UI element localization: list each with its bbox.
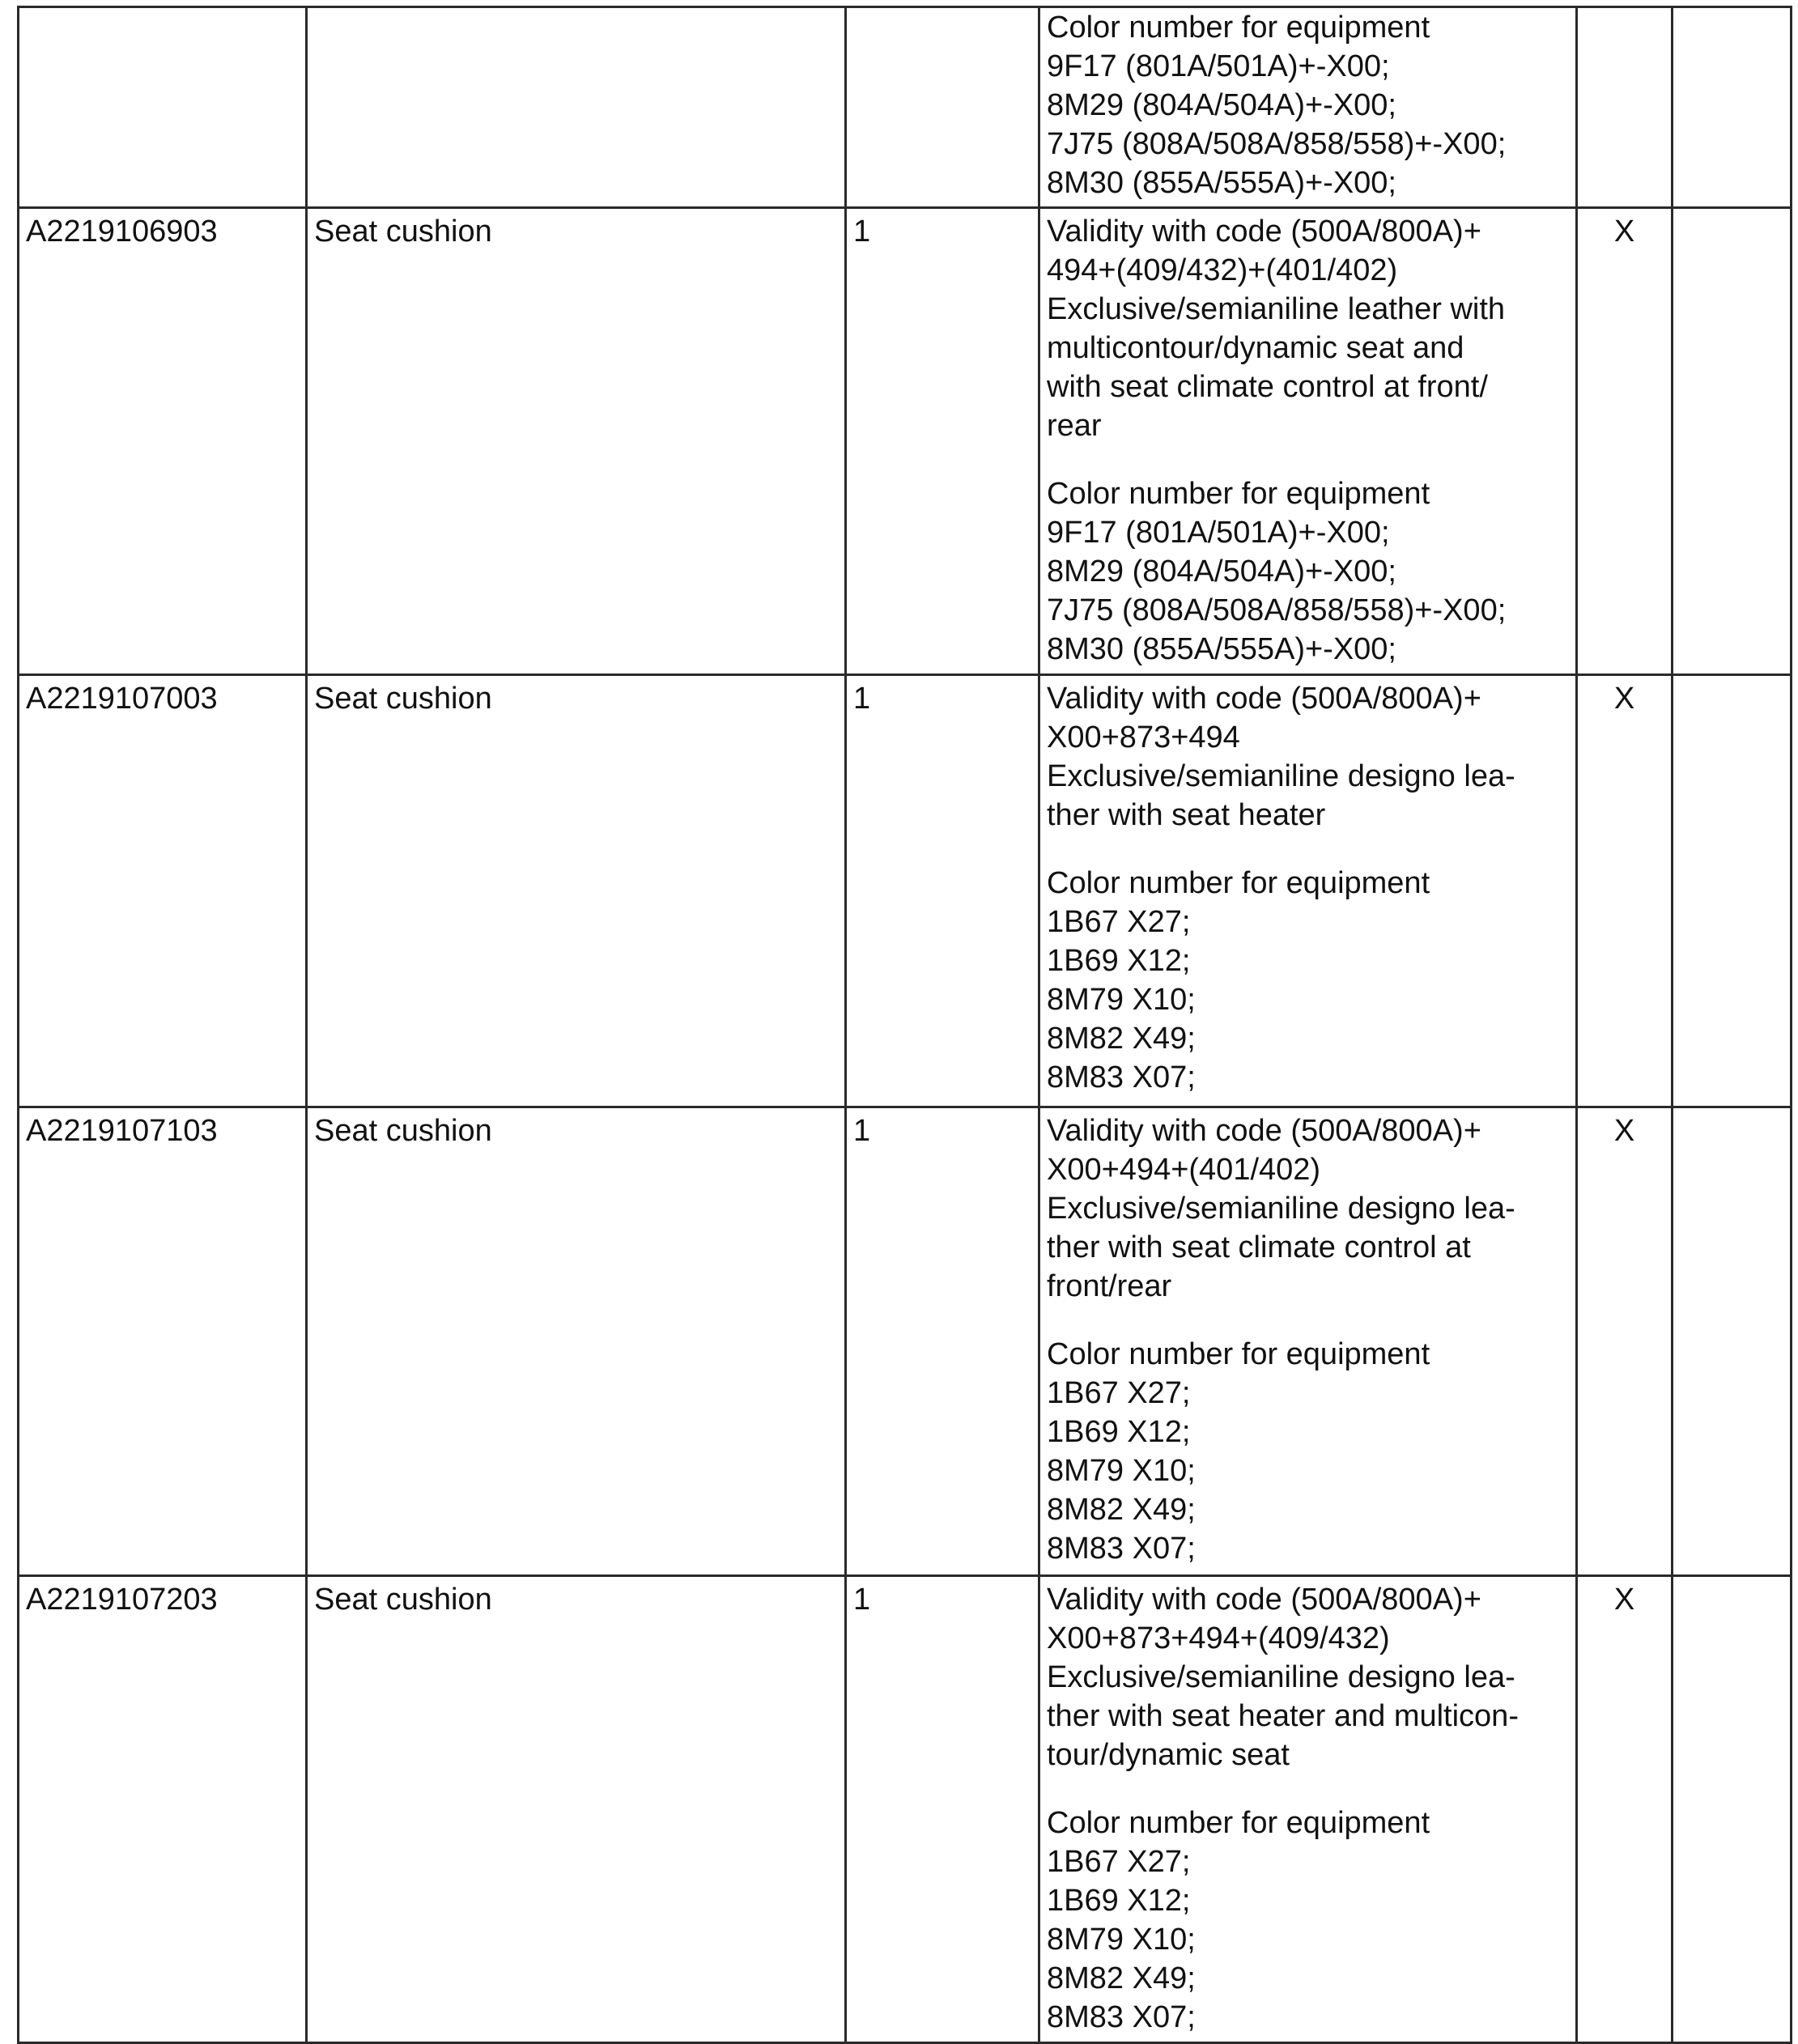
extra-cell: [1673, 7, 1792, 208]
color-entry: 1B69 X12;: [1047, 944, 1191, 978]
notes-cell: [1039, 1576, 1577, 2043]
table-row: [19, 675, 1792, 1107]
equipment-line: rear: [1047, 409, 1102, 443]
part-number-cell: [19, 7, 307, 208]
mark-cell: X: [1577, 208, 1673, 675]
equipment-line: Exclusive/semianiline designo lea-: [1047, 1660, 1515, 1694]
color-heading: Color number for equipment: [1047, 11, 1430, 45]
notes-cell: [1039, 208, 1577, 675]
color-entry: 1B67 X27;: [1047, 905, 1191, 939]
validity-line: Validity with code (500A/800A)+: [1047, 1114, 1481, 1148]
validity-line: Validity with code (500A/800A)+: [1047, 682, 1481, 716]
parts-table: [17, 6, 1792, 2044]
part-number-cell: A2219107103: [19, 1107, 307, 1576]
extra-cell: [1673, 1107, 1792, 1576]
color-entry: 1B67 X27;: [1047, 1376, 1191, 1410]
table-row-continued: [19, 7, 1792, 208]
description-cell: Seat cushion: [307, 1576, 846, 2043]
equipment-line: multicontour/dynamic seat and: [1047, 331, 1464, 365]
mark-cell: X: [1577, 1576, 1673, 2043]
color-entry: 8M79 X10;: [1047, 1454, 1196, 1488]
validity-line: 494+(409/432)+(401/402): [1047, 253, 1398, 287]
part-number-cell: A2219107203: [19, 1576, 307, 2043]
description-cell: [307, 7, 846, 208]
color-entry: 8M83 X07;: [1047, 2000, 1196, 2034]
extra-cell: [1673, 208, 1792, 675]
validity-line: Validity with code (500A/800A)+: [1047, 1583, 1481, 1617]
color-entry: 8M82 X49;: [1047, 1961, 1196, 1995]
part-number-cell: A2219106903: [19, 208, 307, 675]
table-row: [19, 1107, 1792, 1576]
color-heading: Color number for equipment: [1047, 1806, 1430, 1840]
color-entry: 9F17 (801A/501A)+-X00;: [1047, 516, 1390, 550]
mark-cell: X: [1577, 675, 1673, 1107]
equipment-line: tour/dynamic seat: [1047, 1738, 1290, 1772]
validity-line: Validity with code (500A/800A)+: [1047, 215, 1481, 249]
table-row: [19, 1576, 1792, 2043]
quantity-cell: 1: [846, 1107, 1039, 1576]
color-entry: 1B69 X12;: [1047, 1415, 1191, 1449]
quantity-cell: [846, 7, 1039, 208]
equipment-line: ther with seat climate control at: [1047, 1230, 1471, 1264]
table-row: [19, 208, 1792, 675]
color-entry: 1B67 X27;: [1047, 1845, 1191, 1879]
color-entry: 8M83 X07;: [1047, 1532, 1196, 1566]
quantity-cell: 1: [846, 1576, 1039, 2043]
equipment-line: Exclusive/semianiline designo lea-: [1047, 759, 1515, 793]
mark-cell: X: [1577, 1107, 1673, 1576]
color-entry: 1B69 X12;: [1047, 1884, 1191, 1918]
extra-cell: [1673, 675, 1792, 1107]
validity-line: X00+494+(401/402): [1047, 1153, 1321, 1187]
equipment-line: front/rear: [1047, 1269, 1172, 1303]
color-entry: 8M30 (855A/555A)+-X00;: [1047, 166, 1396, 200]
notes-cell: [1039, 675, 1577, 1107]
description-cell: Seat cushion: [307, 1107, 846, 1576]
extra-cell: [1673, 1576, 1792, 2043]
color-entry: 9F17 (801A/501A)+-X00;: [1047, 49, 1390, 83]
color-entry: 8M82 X49;: [1047, 1493, 1196, 1527]
equipment-line: Exclusive/semianiline leather with: [1047, 292, 1506, 326]
validity-line: X00+873+494+(409/432): [1047, 1621, 1390, 1655]
color-heading: Color number for equipment: [1047, 866, 1430, 900]
color-entry: 8M79 X10;: [1047, 1923, 1196, 1957]
notes-cell: [1039, 1107, 1577, 1576]
notes-cell: [1039, 7, 1577, 208]
color-entry: 8M30 (855A/555A)+-X00;: [1047, 632, 1396, 666]
equipment-line: ther with seat heater: [1047, 798, 1326, 832]
quantity-cell: 1: [846, 675, 1039, 1107]
color-entry: 7J75 (808A/508A/858/558)+-X00;: [1047, 593, 1507, 627]
part-number-cell: A2219107003: [19, 675, 307, 1107]
color-entry: 7J75 (808A/508A/858/558)+-X00;: [1047, 127, 1507, 161]
quantity-cell: 1: [846, 208, 1039, 675]
validity-line: X00+873+494: [1047, 720, 1240, 754]
description-cell: Seat cushion: [307, 208, 846, 675]
color-heading: Color number for equipment: [1047, 477, 1430, 511]
color-entry: 8M29 (804A/504A)+-X00;: [1047, 555, 1396, 589]
equipment-line: with seat climate control at front/: [1047, 370, 1488, 404]
equipment-line: ther with seat heater and multicon-: [1047, 1699, 1519, 1733]
color-entry: 8M83 X07;: [1047, 1060, 1196, 1094]
equipment-line: Exclusive/semianiline designo lea-: [1047, 1192, 1515, 1226]
color-entry: 8M29 (804A/504A)+-X00;: [1047, 88, 1396, 122]
mark-cell: [1577, 7, 1673, 208]
color-heading: Color number for equipment: [1047, 1337, 1430, 1371]
color-entry: 8M82 X49;: [1047, 1022, 1196, 1056]
color-entry: 8M79 X10;: [1047, 983, 1196, 1017]
description-cell: Seat cushion: [307, 675, 846, 1107]
